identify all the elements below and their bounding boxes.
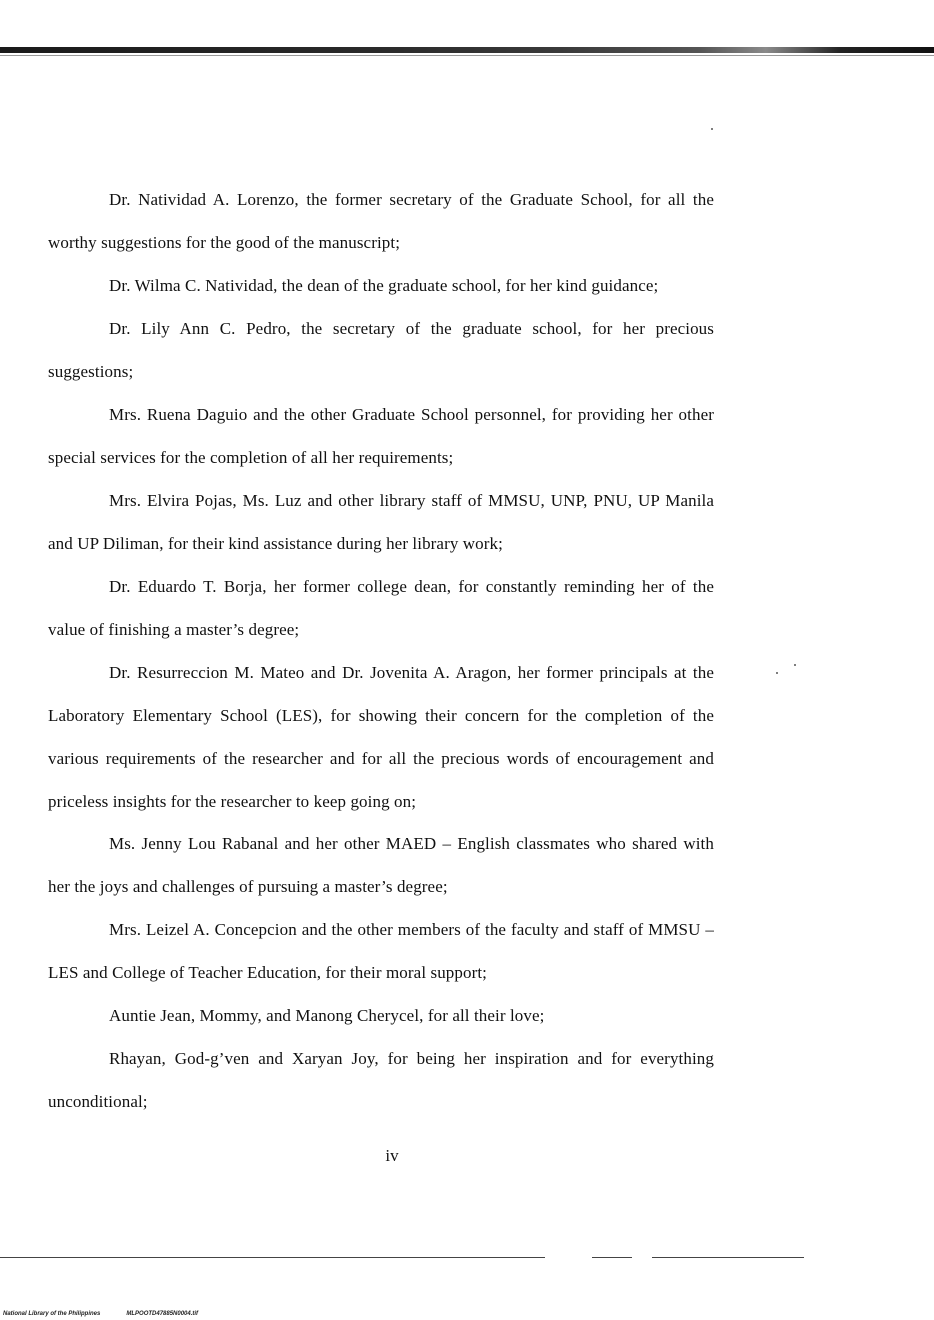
paragraph: Dr. Resurreccion M. Mateo and Dr. Jovenita A. Aragon, her former principals at the Laboratory Elementary School (LES), for showing their concern for the completion of the various requirements of the researcher and for all the precious words of encouragement and priceless insights for the researcher to keep going on; xyxy=(48,663,714,811)
page-number: iv xyxy=(385,1146,399,1165)
scan-border-bottom xyxy=(652,1257,804,1258)
paragraph: Dr. Lily Ann C. Pedro, the secretary of the graduate school, for her precious suggestions; xyxy=(48,319,714,381)
library-stamp xyxy=(3,1310,198,1318)
scan-code: MLPOOTD47885N0004.tif xyxy=(126,1311,199,1317)
scan-speck xyxy=(794,664,796,666)
paragraph: Mrs. Elvira Pojas, Ms. Luz and other library staff of MMSU, UNP, PNU, UP Manila and UP Diliman, for their kind assistance during her library work; xyxy=(48,491,714,553)
scan-border-bottom xyxy=(0,1257,545,1258)
scan-border-top xyxy=(0,47,934,53)
scan-border-bottom xyxy=(592,1257,632,1258)
paragraph: Ms. Jenny Lou Rabanal and her other MAED – English classmates who shared with her the joys and challenges of pursuing a master’s degree; xyxy=(48,834,714,896)
paragraph: Dr. Wilma C. Natividad, the dean of the graduate school, for her kind guidance; xyxy=(109,276,659,295)
paragraph: Mrs. Ruena Daguio and the other Graduate School personnel, for providing her other special services for the completion of all her requirements; xyxy=(48,405,714,467)
paragraph: Dr. Natividad A. Lorenzo, the former secretary of the Graduate School, for all the worthy suggestions for the good of the manuscript; xyxy=(48,190,714,252)
paragraph: Rhayan, God-g’ven and Xaryan Joy, for being her inspiration and for everything unconditional; xyxy=(48,1049,714,1111)
paragraph: Mrs. Leizel A. Concepcion and the other members of the faculty and staff of MMSU – LES and College of Teacher Education, for their moral support; xyxy=(48,920,714,982)
paragraph: Dr. Eduardo T. Borja, her former college dean, for constantly reminding her of the value of finishing a master’s degree; xyxy=(48,577,714,639)
paragraph: Auntie Jean, Mommy, and Manong Cherycel, for all their love; xyxy=(109,1006,545,1025)
library-name: National Library of the Philippines xyxy=(3,1311,101,1317)
scan-speck xyxy=(776,672,778,674)
scan-speck xyxy=(711,128,713,130)
scan-border-top-thin xyxy=(0,55,934,56)
